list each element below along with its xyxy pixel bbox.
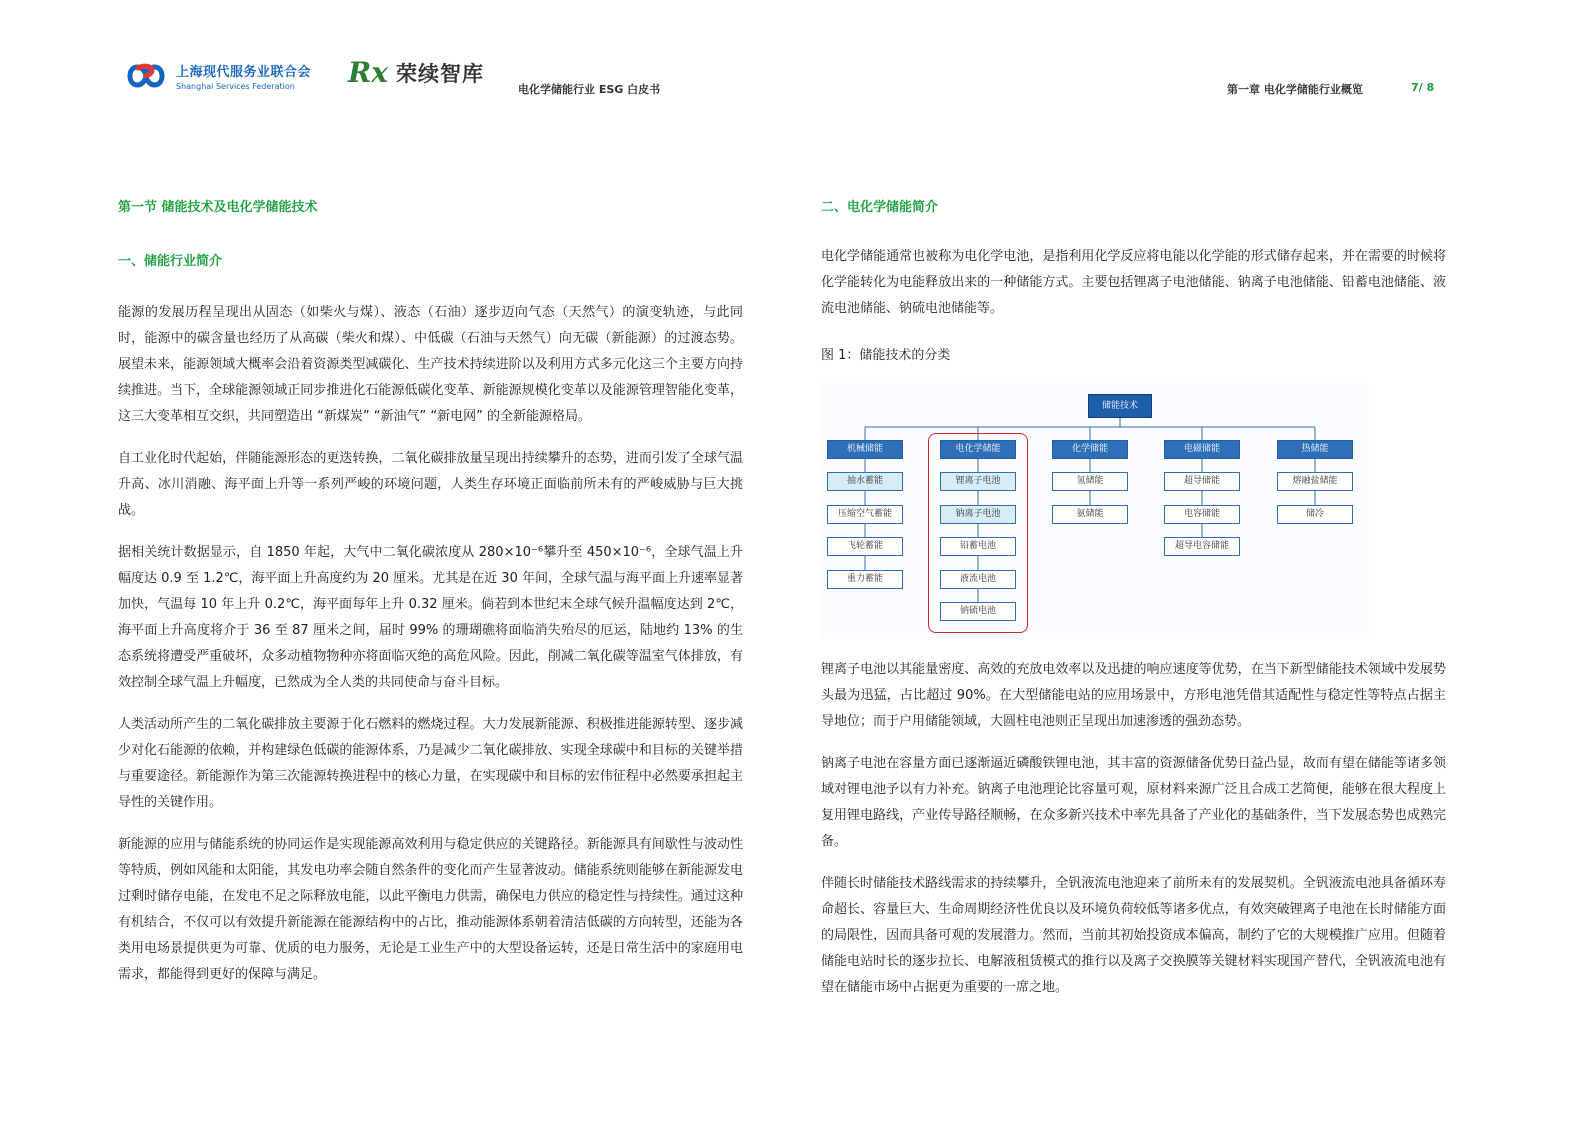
storage-classification-diagram — [821, 383, 1369, 638]
diagram-item-node: 钠硫电池 — [940, 602, 1016, 621]
chapter-title: 第一章 电化学储能行业概览 — [1227, 83, 1363, 96]
paragraph: 自工业化时代起始，伴随能源形态的更迭转换，二氧化碳排放量呈现出持续攀升的态势，进而引发了全球气温升高、冰川消融、海平面上升等一系列严峻的环境问题，人类生存环境正面临前所未有的严峻威胁与巨大挑战。 — [118, 451, 743, 518]
diagram-item-node: 氨储能 — [1052, 505, 1128, 524]
paragraph: 伴随长时储能技术路线需求的持续攀升，全钒液流电池迎来了前所未有的发展契机。全钒液流电池具备循环寿命超长、容量巨大、生命周期经济性优良以及环境负荷较低等诸多优点，有效突破锂离子电池在长时储能方面的局限性，因而具备可观的发展潜力。然而，当前其初始投资成本偏高，制约了它的大规模推广应用。但随着储能电站时长的逐步拉长、电解液租赁模式的推行以及离子交换膜等关键材料实现国产替代，全钒液流电池有望在储能市场中占据更为重要的一席之地。 — [821, 876, 1446, 995]
diagram-category-node: 机械储能 — [827, 440, 903, 459]
paragraph: 能源的发展历程呈现出从固态（如柴火与煤）、液态（石油）逐步迈向气态（天然气）的演变轨迹，与此同时，能源中的碳含量也经历了从高碳（柴火和煤）、中低碳（石油与天然气）向无碳（新能源）的过渡态势。展望未来，能源领域大概率会沿着资源类型减碳化、生产技术持续进阶以及利用方式多元化这三个主要方向持续推进。当下，全球能源领域正同步推进化石能源低碳化变革、新能源规模化变革以及能源管理智能化变革，这三大变革相互交织，共同塑造出 “新煤炭” “新油气” “新电网” 的全新能源格局。 — [118, 305, 743, 424]
diagram-item-node: 抽水蓄能 — [827, 472, 903, 491]
diagram-item-node: 储冷 — [1277, 505, 1353, 524]
subsection-title-2: 二、电化学储能简介 — [821, 200, 939, 215]
diagram-category-node: 热储能 — [1277, 440, 1353, 459]
diagram-item-node: 钠离子电池 — [940, 505, 1016, 524]
ssf-logo-icon — [124, 58, 168, 94]
diagram-category-node: 电化学储能 — [940, 440, 1016, 459]
figure-caption: 图 1：储能技术的分类 — [821, 348, 951, 363]
subsection-title-1: 一、储能行业简介 — [118, 254, 223, 269]
paragraph: 据相关统计数据显示，自 1850 年起，大气中二氧化碳浓度从 280×10⁻⁶攀升至 450×10⁻⁶，全球气温上升幅度达 0.9 至 1.2℃，海平面上升高度约为 20 厘米。尤其是在近 30 年间，全球气温与海平面上升速率显著加快，气温每 10 年上升 0.2℃，海平面每年上升 0.32 厘米。倘若到本世纪末全球气候升温幅度达到 2℃，海平面上升高度将介于 36 至 87 厘米之间，届时 99% 的珊瑚礁将面临消失殆尽的厄运，陆地约 13% 的生态系统将遭受严重破坏，众多动植物物种亦将面临灭绝的高危风险。因此，削减二氧化碳等温室气体排放，有效控制全球气温上升幅度，已然成为全人类的共同使命与奋斗目标。 — [118, 545, 743, 690]
diagram-item-node: 锂离子电池 — [940, 472, 1016, 491]
left-column — [118, 196, 743, 988]
diagram-item-node: 液流电池 — [940, 570, 1016, 589]
diagram-category-node: 化学储能 — [1052, 440, 1128, 459]
diagram-item-node: 铅蓄电池 — [940, 537, 1016, 556]
paragraph: 锂离子电池以其能量密度、高效的充放电效率以及迅捷的响应速度等优势，在当下新型储能技术领域中发展势头最为迅猛，占比超过 90%。在大型储能电站的应用场景中，方形电池凭借其适配性与稳定性等特点占据主导地位；而于户用储能领域，大圆柱电池则正呈现出加速渗透的强劲态势。 — [821, 662, 1446, 729]
page-number: 7/ 8 — [1411, 81, 1435, 94]
paragraph: 新能源的应用与储能系统的协同运作是实现能源高效利用与稳定供应的关键路径。新能源具有间歇性与波动性等特质，例如风能和太阳能，其发电功率会随自然条件的变化而产生显著波动。储能系统则能够在新能源发电过剩时储存电能，在发电不足之际释放电能，以此平衡电力供需，确保电力供应的稳定性与持续性。通过这种有机结合，不仅可以有效提升新能源在能源结构中的占比，推动能源体系朝着清洁低碳的方向转型，还能为各类用电场景提供更为可靠、优质的电力服务，无论是工业生产中的大型设备运转，还是日常生活中的家庭用电需求，都能得到更好的保障与满足。 — [118, 837, 743, 982]
right-column — [821, 196, 1446, 363]
diagram-item-node: 电容储能 — [1164, 505, 1240, 524]
diagram-item-node: 超导电容储能 — [1164, 537, 1240, 556]
diagram-root-node: 储能技术 — [1088, 394, 1152, 418]
paragraph: 人类活动所产生的二氧化碳排放主要源于化石燃料的燃烧过程。大力发展新能源、积极推进能源转型、逐步减少对化石能源的依赖，并构建绿色低碳的能源体系，乃是减少二氧化碳排放、实现全球碳中和目标的关键举措与重要途径。新能源作为第三次能源转换进程中的核心力量，在实现碳中和目标的宏伟征程中必然要承担起主导性的关键作用。 — [118, 717, 743, 810]
rongxu-logo-name: 荣续智库 — [395, 62, 484, 86]
diagram-category-node: 电磁储能 — [1164, 440, 1240, 459]
ssf-logo — [124, 58, 311, 94]
diagram-item-node: 氢储能 — [1052, 472, 1128, 491]
document-title: 电化学储能行业 ESG 白皮书 — [518, 83, 661, 96]
rongxu-logo-mark: Rx — [348, 56, 388, 89]
paragraph: 钠离子电池在容量方面已逐渐逼近磷酸铁锂电池，其丰富的资源储备优势日益凸显，故而有望在储能等诸多领域对锂电池予以有力补充。钠离子电池理论比容量可观，原材料来源广泛且合成工艺简便，能够在很大程度上复用锂电路线，产业传导路径顺畅，在众多新兴技术中率先具备了产业化的基础条件，当下发展态势也成熟完备。 — [821, 756, 1446, 849]
logo1-cn-text: 上海现代服务业联合会 — [176, 65, 312, 80]
page-header — [0, 0, 1587, 120]
diagram-item-node: 熔融盐储能 — [1277, 472, 1353, 491]
right-column-lower — [821, 657, 1446, 1001]
diagram-item-node: 压缩空气蓄能 — [827, 505, 903, 524]
logo1-en-text: Shanghai Services Federation — [176, 82, 295, 91]
diagram-item-node: 飞轮蓄能 — [827, 537, 903, 556]
section-title: 第一节 储能技术及电化学储能技术 — [118, 200, 318, 215]
diagram-item-node: 重力蓄能 — [827, 570, 903, 589]
diagram-item-node: 超导储能 — [1164, 472, 1240, 491]
rongxu-logo — [348, 58, 484, 88]
intro-paragraph: 电化学储能通常也被称为电化学电池，是指利用化学反应将电能以化学能的形式储存起来，并在需要的时候将化学能转化为电能释放出来的一种储能方式。主要包括锂离子电池储能、钠离子电池储能、铅蓄电池储能、液流电池储能、钠硫电池储能等。 — [821, 249, 1446, 316]
